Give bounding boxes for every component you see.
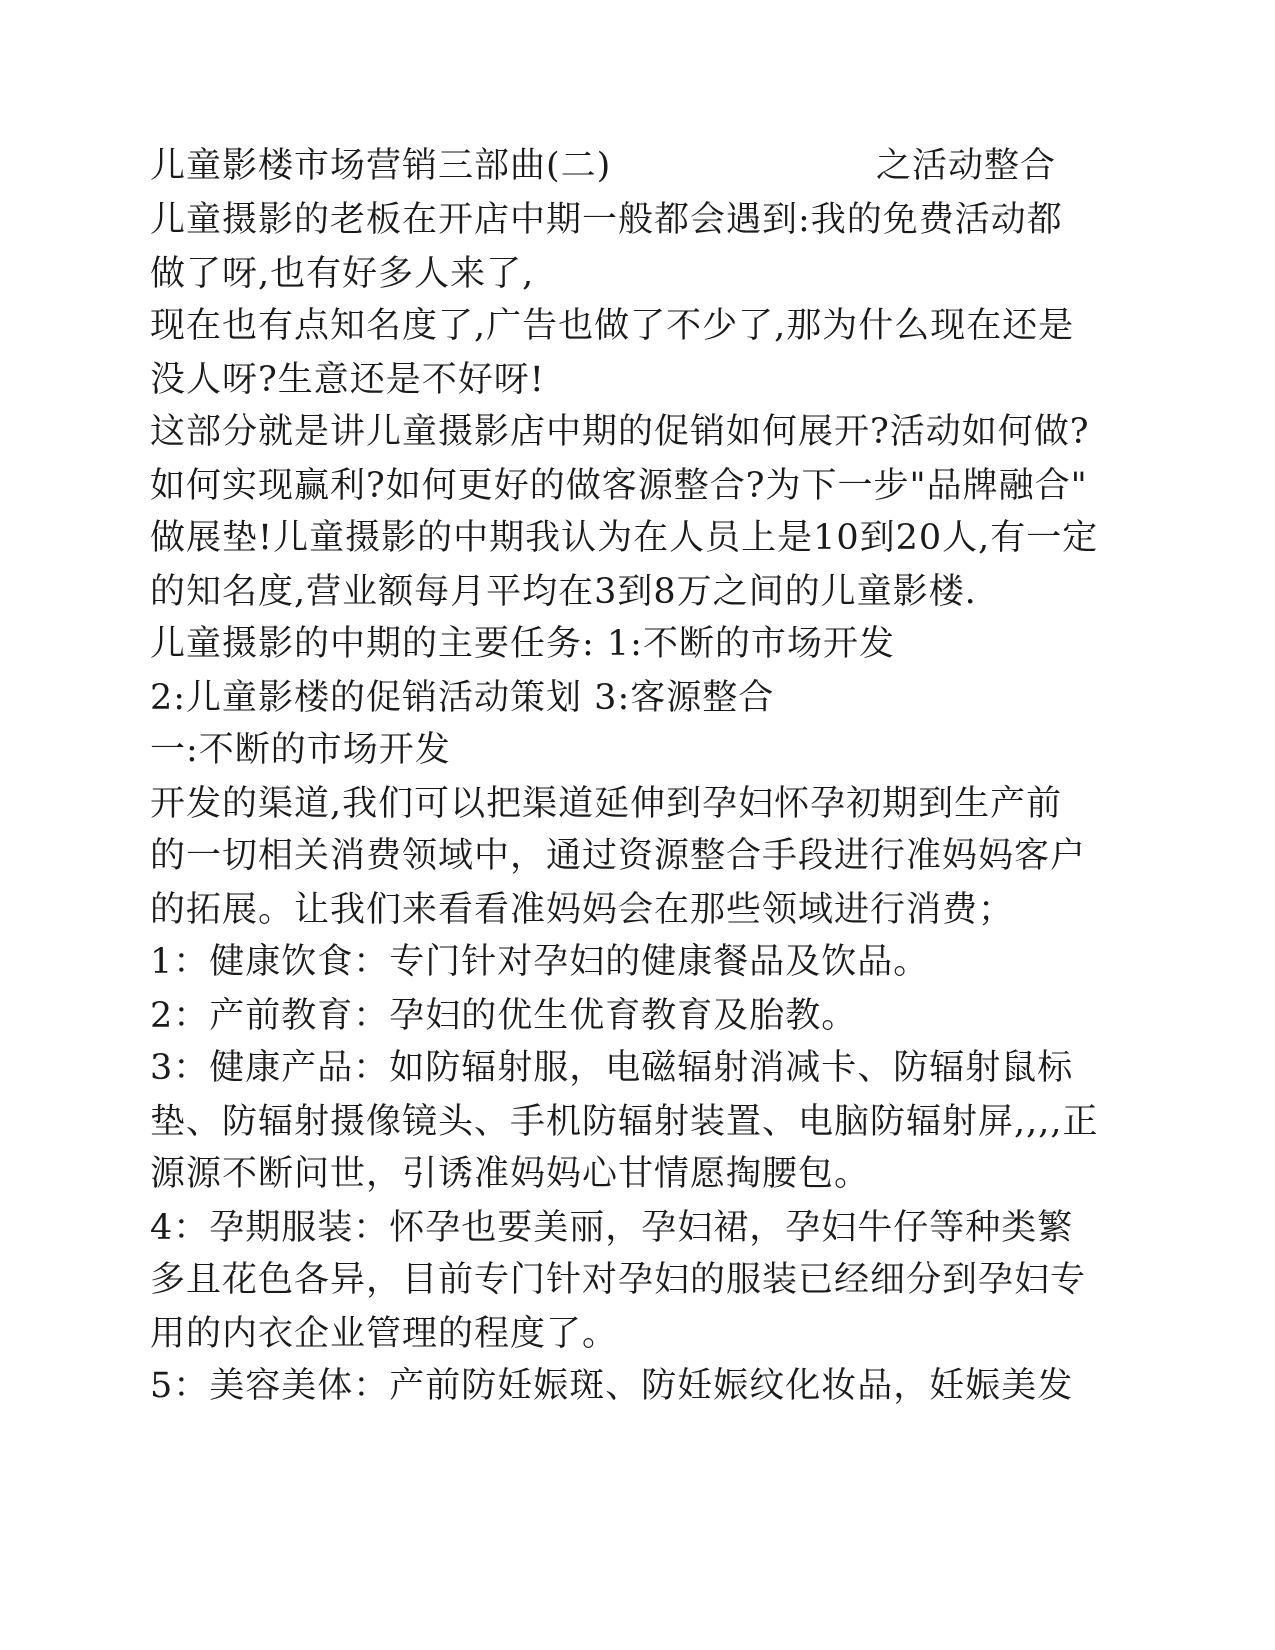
text-line: 做了呀,也有好多人来了, (150, 254, 535, 294)
text-line: 的一切相关消费领域中，通过资源整合手段进行准妈妈客户 (150, 836, 1087, 876)
text-line: 没人呀?生意还是不好呀! (150, 360, 545, 400)
text-line: 现在也有点知名度了,广告也做了不少了,那为什么现在还是 (150, 306, 1075, 346)
list-item: 2：产前教育：孕妇的优生优育教育及胎教。 (150, 996, 858, 1036)
text-line: 多且花色各异，目前专门针对孕妇的服装已经细分到孕妇专 (150, 1260, 1087, 1300)
text-line: 源源不断问世，引诱准妈妈心甘情愿掏腰包。 (150, 1154, 871, 1194)
document-title: 儿童影楼市场营销三部曲(二) (150, 146, 612, 186)
text-line: 这部分就是讲儿童摄影店中期的促销如何展开?活动如何做? (150, 412, 1090, 452)
section-heading: 一:不断的市场开发 (150, 730, 451, 770)
text-line: 做展垫!儿童摄影的中期我认为在人员上是10到20人,有一定 (150, 518, 1099, 558)
list-item: 3：健康产品：如防辐射服，电磁辐射消减卡、防辐射鼠标 (150, 1048, 1074, 1088)
document-title-suffix: 之活动整合 (876, 146, 1057, 186)
list-item: 1：健康饮食：专门针对孕妇的健康餐品及饮品。 (150, 942, 930, 982)
text-line: 的知名度,营业额每月平均在3到8万之间的儿童影楼. (150, 572, 977, 612)
list-item: 4：孕期服装：怀孕也要美丽，孕妇裙，孕妇牛仔等种类繁 (150, 1208, 1074, 1248)
text-line: 垫、防辐射摄像镜头、手机防辐射装置、电脑防辐射屏,,,,正 (150, 1102, 1099, 1142)
text-line: 儿童摄影的中期的主要任务: 1:不断的市场开发 (150, 624, 895, 664)
text-line: 如何实现赢利?如何更好的做客源整合?为下一步"品牌融合" (150, 466, 1088, 506)
text-line: 2:儿童影楼的促销活动策划 3:客源整合 (150, 678, 775, 718)
text-line: 儿童摄影的老板在开店中期一般都会遇到:我的免费活动都 (150, 200, 1063, 240)
list-item: 5：美容美体：产前防妊娠斑、防妊娠纹化妆品，妊娠美发 (150, 1366, 1074, 1406)
text-line: 用的内衣企业管理的程度了。 (150, 1314, 619, 1354)
text-line: 开发的渠道,我们可以把渠道延伸到孕妇怀孕初期到生产前 (150, 784, 1063, 824)
text-line: 的拓展。让我们来看看准妈妈会在那些领域进行消费； (150, 890, 1015, 930)
